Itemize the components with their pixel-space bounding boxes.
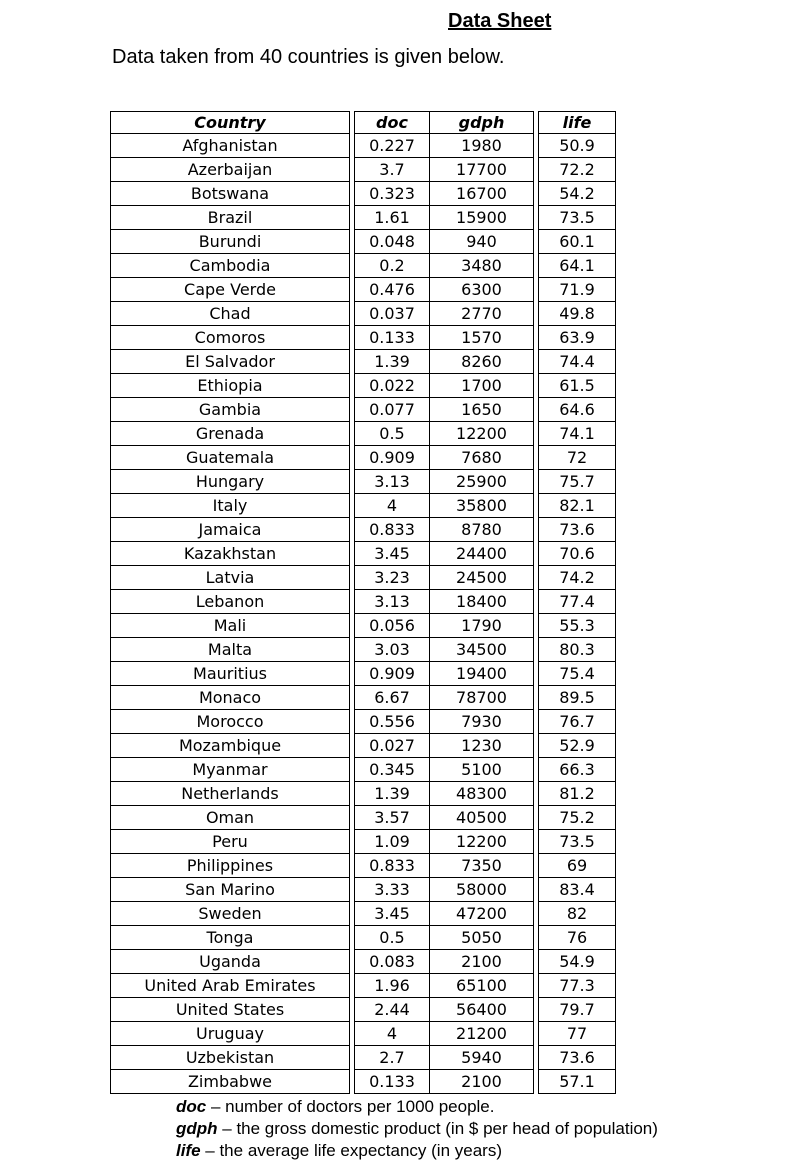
cell-doc: 1.39 (355, 350, 430, 374)
cell-country: Morocco (111, 710, 350, 734)
cell-doc: 0.2 (355, 254, 430, 278)
table-row (111, 662, 616, 686)
cell-gdph: 2100 (430, 1070, 534, 1094)
table-header-row (111, 112, 616, 134)
cell-country: Zimbabwe (111, 1070, 350, 1094)
cell-life: 76.7 (539, 710, 616, 734)
table-row (111, 374, 616, 398)
cell-doc: 0.077 (355, 398, 430, 422)
data-table (110, 111, 616, 1094)
cell-country: Myanmar (111, 758, 350, 782)
header-gdph: gdph (430, 112, 534, 134)
cell-gdph: 7930 (430, 710, 534, 734)
table-row (111, 278, 616, 302)
cell-country: Malta (111, 638, 350, 662)
cell-life: 63.9 (539, 326, 616, 350)
cell-doc: 3.13 (355, 590, 430, 614)
cell-gdph: 8260 (430, 350, 534, 374)
cell-doc: 2.7 (355, 1046, 430, 1070)
cell-country: Comoros (111, 326, 350, 350)
cell-doc: 2.44 (355, 998, 430, 1022)
cell-gdph: 78700 (430, 686, 534, 710)
cell-doc: 0.476 (355, 278, 430, 302)
cell-doc: 1.39 (355, 782, 430, 806)
cell-country: Italy (111, 494, 350, 518)
cell-doc: 3.03 (355, 638, 430, 662)
table-body (111, 134, 616, 1094)
cell-life: 81.2 (539, 782, 616, 806)
cell-doc: 0.909 (355, 446, 430, 470)
cell-gdph: 1700 (430, 374, 534, 398)
table-row (111, 494, 616, 518)
cell-country: Cape Verde (111, 278, 350, 302)
intro-text: Data taken from 40 countries is given below. (112, 46, 505, 68)
table-row (111, 134, 616, 158)
cell-doc: 3.45 (355, 902, 430, 926)
cell-country: Burundi (111, 230, 350, 254)
cell-life: 75.7 (539, 470, 616, 494)
cell-gdph: 19400 (430, 662, 534, 686)
cell-doc: 3.57 (355, 806, 430, 830)
cell-doc: 0.037 (355, 302, 430, 326)
cell-gdph: 24500 (430, 566, 534, 590)
cell-country: Ethiopia (111, 374, 350, 398)
cell-gdph: 40500 (430, 806, 534, 830)
table-row (111, 542, 616, 566)
cell-life: 60.1 (539, 230, 616, 254)
cell-life: 74.4 (539, 350, 616, 374)
cell-gdph: 35800 (430, 494, 534, 518)
legend-term: gdph (176, 1119, 218, 1138)
table-row (111, 182, 616, 206)
cell-gdph: 3480 (430, 254, 534, 278)
cell-life: 55.3 (539, 614, 616, 638)
cell-country: United States (111, 998, 350, 1022)
cell-country: Brazil (111, 206, 350, 230)
cell-country: El Salvador (111, 350, 350, 374)
cell-gdph: 65100 (430, 974, 534, 998)
table-row (111, 158, 616, 182)
cell-doc: 1.96 (355, 974, 430, 998)
cell-doc: 0.323 (355, 182, 430, 206)
table-row (111, 782, 616, 806)
table-row (111, 734, 616, 758)
cell-doc: 3.33 (355, 878, 430, 902)
cell-country: Peru (111, 830, 350, 854)
cell-doc: 6.67 (355, 686, 430, 710)
cell-country: Hungary (111, 470, 350, 494)
cell-doc: 3.23 (355, 566, 430, 590)
cell-life: 74.2 (539, 566, 616, 590)
table-row (111, 878, 616, 902)
cell-country: Uruguay (111, 1022, 350, 1046)
cell-gdph: 12200 (430, 422, 534, 446)
cell-life: 77.4 (539, 590, 616, 614)
cell-country: Netherlands (111, 782, 350, 806)
table-row (111, 998, 616, 1022)
cell-gdph: 48300 (430, 782, 534, 806)
cell-life: 73.5 (539, 206, 616, 230)
cell-gdph: 7680 (430, 446, 534, 470)
legend-item (176, 1096, 658, 1118)
cell-doc: 0.227 (355, 134, 430, 158)
cell-doc: 0.133 (355, 1070, 430, 1094)
table-row (111, 974, 616, 998)
cell-doc: 0.056 (355, 614, 430, 638)
cell-life: 49.8 (539, 302, 616, 326)
table-row (111, 686, 616, 710)
legend (176, 1096, 658, 1162)
legend-definition: – number of doctors per 1000 people. (206, 1097, 495, 1116)
table-row (111, 614, 616, 638)
cell-life: 89.5 (539, 686, 616, 710)
cell-gdph: 5050 (430, 926, 534, 950)
table-row (111, 326, 616, 350)
cell-gdph: 5940 (430, 1046, 534, 1070)
cell-country: Kazakhstan (111, 542, 350, 566)
cell-life: 76 (539, 926, 616, 950)
cell-gdph: 6300 (430, 278, 534, 302)
cell-life: 72.2 (539, 158, 616, 182)
cell-gdph: 1790 (430, 614, 534, 638)
cell-country: Grenada (111, 422, 350, 446)
table-row (111, 254, 616, 278)
cell-life: 69 (539, 854, 616, 878)
legend-term: doc (176, 1097, 207, 1116)
cell-gdph: 16700 (430, 182, 534, 206)
cell-life: 80.3 (539, 638, 616, 662)
header-doc: doc (355, 112, 430, 134)
cell-doc: 0.833 (355, 854, 430, 878)
cell-life: 75.4 (539, 662, 616, 686)
cell-life: 66.3 (539, 758, 616, 782)
cell-life: 75.2 (539, 806, 616, 830)
table-row (111, 350, 616, 374)
table-row (111, 638, 616, 662)
table-row (111, 230, 616, 254)
table-row (111, 302, 616, 326)
table-row (111, 470, 616, 494)
page-title: Data Sheet (448, 10, 552, 32)
cell-doc: 0.133 (355, 326, 430, 350)
table-row (111, 590, 616, 614)
cell-country: Oman (111, 806, 350, 830)
cell-country: Chad (111, 302, 350, 326)
cell-doc: 4 (355, 494, 430, 518)
cell-gdph: 1980 (430, 134, 534, 158)
cell-doc: 0.048 (355, 230, 430, 254)
cell-life: 77 (539, 1022, 616, 1046)
cell-life: 50.9 (539, 134, 616, 158)
cell-country: Philippines (111, 854, 350, 878)
cell-gdph: 940 (430, 230, 534, 254)
legend-item (176, 1140, 658, 1162)
cell-doc: 0.027 (355, 734, 430, 758)
cell-country: Mauritius (111, 662, 350, 686)
table-row (111, 518, 616, 542)
cell-country: Guatemala (111, 446, 350, 470)
cell-doc: 0.022 (355, 374, 430, 398)
cell-country: Tonga (111, 926, 350, 950)
cell-country: United Arab Emirates (111, 974, 350, 998)
table-row (111, 950, 616, 974)
cell-gdph: 25900 (430, 470, 534, 494)
header-life: life (539, 112, 616, 134)
cell-life: 73.6 (539, 518, 616, 542)
cell-doc: 0.5 (355, 926, 430, 950)
cell-life: 54.2 (539, 182, 616, 206)
cell-doc: 0.345 (355, 758, 430, 782)
cell-life: 79.7 (539, 998, 616, 1022)
cell-life: 73.6 (539, 1046, 616, 1070)
legend-definition: – the gross domestic product (in $ per head of population) (217, 1119, 658, 1138)
cell-gdph: 7350 (430, 854, 534, 878)
cell-doc: 3.7 (355, 158, 430, 182)
legend-item (176, 1118, 658, 1140)
cell-country: Jamaica (111, 518, 350, 542)
cell-gdph: 24400 (430, 542, 534, 566)
cell-doc: 3.13 (355, 470, 430, 494)
cell-gdph: 17700 (430, 158, 534, 182)
table-row (111, 1022, 616, 1046)
cell-doc: 1.61 (355, 206, 430, 230)
cell-gdph: 18400 (430, 590, 534, 614)
cell-country: Afghanistan (111, 134, 350, 158)
cell-gdph: 1650 (430, 398, 534, 422)
cell-doc: 1.09 (355, 830, 430, 854)
cell-country: Lebanon (111, 590, 350, 614)
table-row (111, 446, 616, 470)
table-row (111, 566, 616, 590)
table-row (111, 830, 616, 854)
cell-gdph: 8780 (430, 518, 534, 542)
cell-country: Azerbaijan (111, 158, 350, 182)
cell-country: San Marino (111, 878, 350, 902)
cell-gdph: 47200 (430, 902, 534, 926)
cell-gdph: 2770 (430, 302, 534, 326)
cell-life: 74.1 (539, 422, 616, 446)
cell-life: 70.6 (539, 542, 616, 566)
cell-country: Sweden (111, 902, 350, 926)
cell-country: Mozambique (111, 734, 350, 758)
cell-life: 52.9 (539, 734, 616, 758)
cell-gdph: 56400 (430, 998, 534, 1022)
cell-life: 82.1 (539, 494, 616, 518)
cell-life: 71.9 (539, 278, 616, 302)
table-row (111, 926, 616, 950)
cell-country: Monaco (111, 686, 350, 710)
cell-doc: 0.556 (355, 710, 430, 734)
cell-gdph: 2100 (430, 950, 534, 974)
cell-doc: 3.45 (355, 542, 430, 566)
cell-life: 64.1 (539, 254, 616, 278)
table-row (111, 422, 616, 446)
cell-life: 57.1 (539, 1070, 616, 1094)
cell-country: Gambia (111, 398, 350, 422)
cell-gdph: 34500 (430, 638, 534, 662)
cell-doc: 0.5 (355, 422, 430, 446)
cell-gdph: 58000 (430, 878, 534, 902)
cell-life: 73.5 (539, 830, 616, 854)
cell-doc: 0.833 (355, 518, 430, 542)
cell-country: Uzbekistan (111, 1046, 350, 1070)
legend-definition: – the average life expectancy (in years) (200, 1141, 502, 1160)
table-row (111, 710, 616, 734)
cell-country: Latvia (111, 566, 350, 590)
table-row (111, 806, 616, 830)
cell-life: 83.4 (539, 878, 616, 902)
cell-life: 77.3 (539, 974, 616, 998)
table-row (111, 854, 616, 878)
cell-gdph: 5100 (430, 758, 534, 782)
cell-life: 72 (539, 446, 616, 470)
table-row (111, 902, 616, 926)
cell-life: 61.5 (539, 374, 616, 398)
cell-doc: 0.909 (355, 662, 430, 686)
cell-life: 64.6 (539, 398, 616, 422)
cell-gdph: 1230 (430, 734, 534, 758)
legend-term: life (176, 1141, 201, 1160)
cell-doc: 0.083 (355, 950, 430, 974)
cell-life: 54.9 (539, 950, 616, 974)
cell-doc: 4 (355, 1022, 430, 1046)
table-row (111, 1046, 616, 1070)
cell-gdph: 12200 (430, 830, 534, 854)
table-row (111, 206, 616, 230)
table-row (111, 1070, 616, 1094)
table-row (111, 398, 616, 422)
header-country: Country (111, 112, 350, 134)
cell-gdph: 15900 (430, 206, 534, 230)
cell-country: Uganda (111, 950, 350, 974)
cell-life: 82 (539, 902, 616, 926)
cell-country: Cambodia (111, 254, 350, 278)
table-row (111, 758, 616, 782)
cell-country: Botswana (111, 182, 350, 206)
cell-country: Mali (111, 614, 350, 638)
cell-gdph: 21200 (430, 1022, 534, 1046)
cell-gdph: 1570 (430, 326, 534, 350)
